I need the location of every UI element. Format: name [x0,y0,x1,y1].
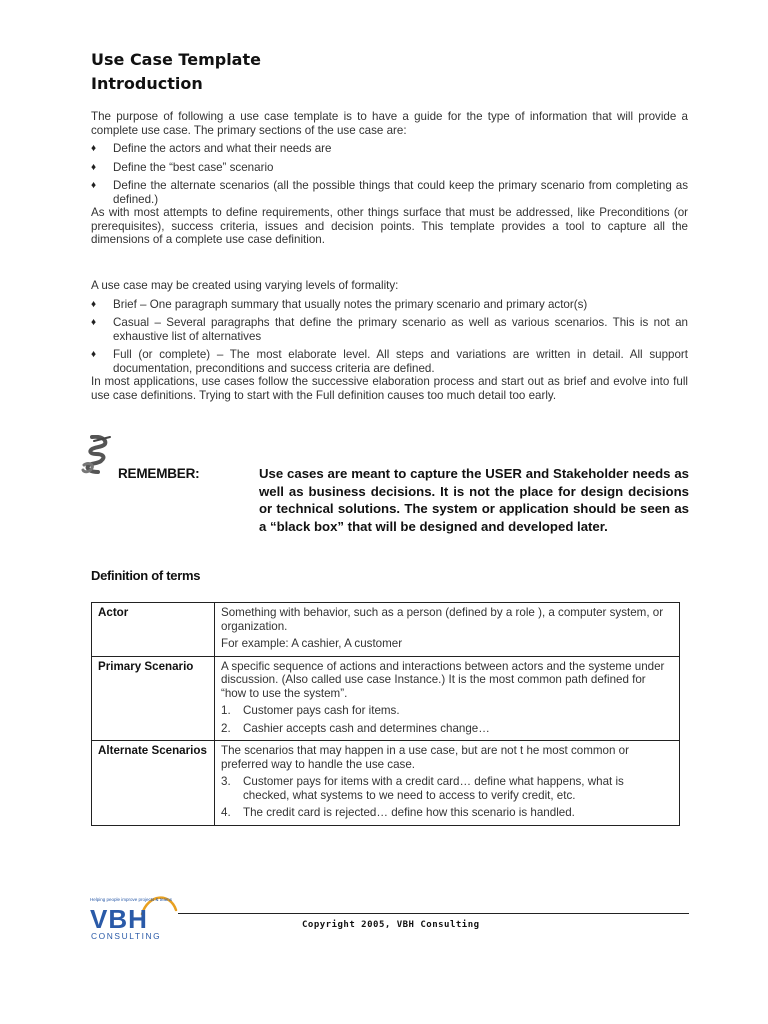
definitions-heading: Definition of terms [91,568,201,583]
term-cell: Primary Scenario [92,656,215,741]
intro-bullet: ♦ Define the actors and what their needs are [91,142,688,156]
definitions-table [91,602,680,826]
hand-writing-icon [80,435,114,477]
intro-paragraph: The purpose of following a use case template is to have a guide for the type of information that will provide a complete use case. The primary sections of the use case are: [91,110,688,137]
list-item-number: 2. [221,721,231,735]
logo-subtext: CONSULTING [91,931,162,941]
intro-bullet: ♦ Define the “best case” scenario [91,161,688,175]
list-item-text: Customer pays for items with a credit card… define what happens, what is checked, what systems to we need to access to verify credit, etc. [243,775,624,802]
intro-paragraph-2: As with most attempts to define requirements, other things surface that must be addressed, like Preconditions (or prerequisites), success criteria, issues and decision points. This template provides a tool to capture all the dimensions of a complete use case definition. [91,206,688,246]
list-item-text: Customer pays cash for items. [243,704,400,717]
list-item [221,775,673,802]
definition-cell [215,603,680,657]
list-item-number: 4. [221,806,231,819]
definition-text: A specific sequence of actions and interactions between actors and the systeme under discussion. (Also called use case Instance.) It is the most common path defined for “how to use the system”. [221,659,665,700]
formality-bullet: ♦ Casual – Several paragraphs that define the primary scenario as well as various scenarios. This is not an exhaustive list of alternatives [91,316,688,343]
formality-bullet: ♦ Full (or complete) – The most elaborate level. All steps and variations are written in detail. All support documentation, preconditions and success criteria are defined. [91,348,688,375]
formality-paragraph-2: In most applications, use cases follow the successive elaboration process and start out as brief and evolve into full use case definitions. Trying to start with the Full definition causes too much detail too early. [91,375,688,402]
intro-section [91,110,688,247]
list-item-number: 3. [221,775,231,788]
list-item-text: The credit card is rejected… define how this scenario is handled. [243,806,575,819]
list-item [221,722,673,736]
section-heading: Introduction [91,74,203,93]
footer-divider [178,913,689,914]
table-row [92,603,680,657]
list-item [221,806,673,820]
definition-cell [215,656,680,741]
vbh-logo [88,890,180,942]
formality-paragraph: A use case may be created using varying levels of formality: [91,279,399,292]
copyright-text: Copyright 2005, VBH Consulting [302,920,480,930]
document-title: Use Case Template [91,50,261,69]
remember-text: Use cases are meant to capture the USER and Stakeholder needs as well as business decisions. It is not the place for design decisions or technical solutions. The system or application should be seen as a “black box” that will be designed and developed later. [259,466,689,534]
logo-tagline: Helping people improve projects & teams [90,897,173,902]
list-item-number: 1. [221,704,231,717]
definition-example: For example: A cashier, A customer [221,637,403,650]
intro-bullet: ♦ Define the alternate scenarios (all the possible things that could keep the primary scenario from completing as defined.) [91,179,688,206]
logo-text: VBH [90,904,148,934]
formality-bullet: ♦ Brief – One paragraph summary that usually notes the primary scenario and primary actor(s) [91,298,688,312]
definition-cell [215,741,680,826]
list-item-text: Cashier accepts cash and determines change… [243,721,490,735]
table-row [92,656,680,741]
term-cell: Actor [92,603,215,657]
definition-text: The scenarios that may happen in a use case, but are not t he most common or preferred way to handle the use case. [221,744,629,771]
remember-label: REMEMBER: [118,466,200,481]
definition-text: Something with behavior, such as a person (defined by a role ), a computer system, or organization. [221,606,664,633]
table-row [92,741,680,826]
formality-section [91,279,688,402]
list-item [221,704,673,718]
term-cell: Alternate Scenarios [92,741,215,826]
